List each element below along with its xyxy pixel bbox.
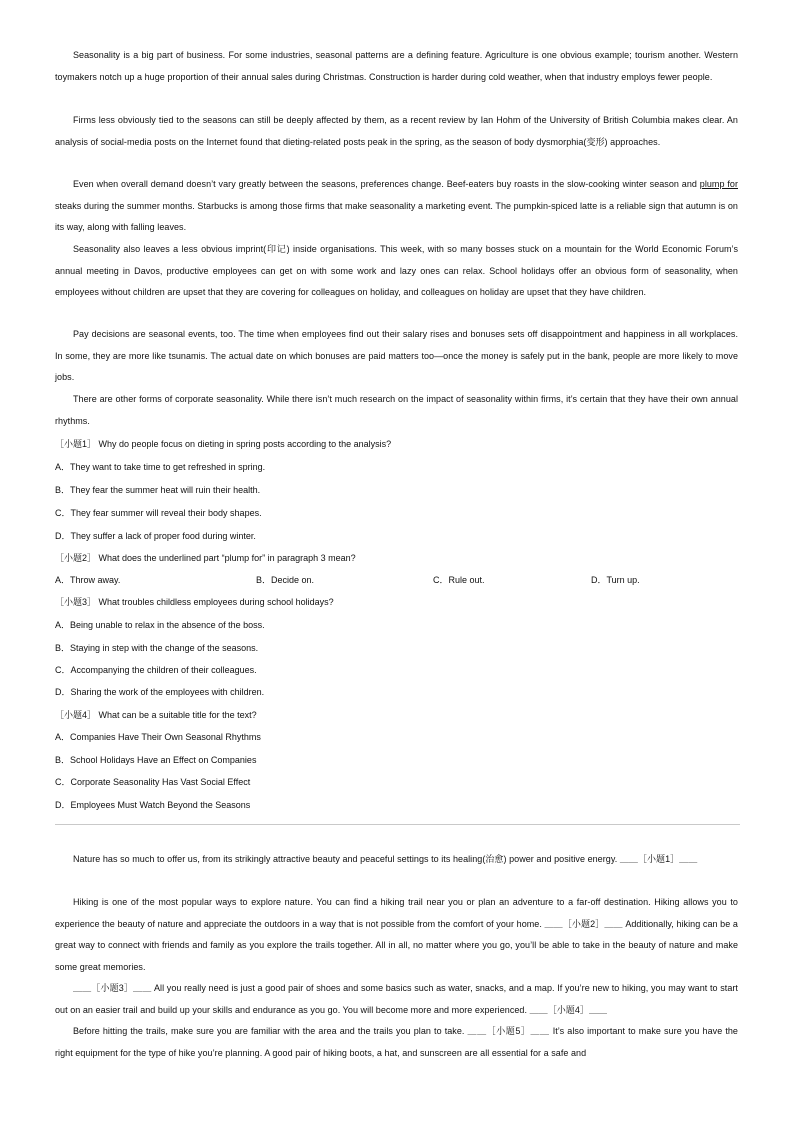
section-divider	[55, 824, 740, 825]
question-2-option-d[interactable]: D．Turn up.	[591, 575, 640, 585]
passage2-paragraph-4	[55, 1021, 738, 1064]
question-1-option-d[interactable]: D．They suffer a lack of proper food during winter.	[55, 531, 256, 541]
question-4-option-a[interactable]: A．Companies Have Their Own Seasonal Rhythms	[55, 732, 261, 742]
question-3-option-a[interactable]: A．Being unable to relax in the absence of the boss.	[55, 620, 265, 630]
question-2-stem: ［小题2］ What does the underlined part “plump for” in paragraph 3 mean?	[55, 553, 356, 563]
passage1-paragraph-6: There are other forms of corporate seasonality. While there isn’t much research on the impact of seasonality within firms, it’s certain that they have their own annual rhythms.	[55, 394, 738, 426]
passage2-paragraph-2	[55, 892, 738, 978]
passage1-paragraph-1: Seasonality is a big part of business. For some industries, seasonal patterns are a defining feature. Agriculture is one obvious example; tourism another. Western toymakers notch up a huge proportion of their annual sales during Christmas. Construction is harder during cold weather, when that industry employs fewer people.	[55, 50, 738, 82]
question-3-option-c[interactable]: C．Accompanying the children of their colleagues.	[55, 665, 257, 675]
passage2-p4-text-b: It’s also important to make sure you have the right equipment for the type of hike you’re planning. A good pair of hiking boots, a hat, and sunscreen are all essential for a safe and	[55, 1026, 738, 1058]
passage1-paragraph-3	[55, 174, 738, 239]
question-1-option-b[interactable]: B．They fear the summer heat will ruin their health.	[55, 485, 261, 495]
paragraph-3-text-b: steaks during the summer months. Starbucks is among those firms that make seasonality a marketing event. The pumpkin-spiced latte is a reliable sign that autumn is on its way, along with falling leaves.	[55, 200, 738, 233]
passage2-p2-text-b: Additionally, hiking can be a great way to connect with friends and family as you explore the trails together. All in all, no matter where you go, you’ll be able to take in the beauty of nature and make some great memories.	[55, 918, 738, 972]
blank-4[interactable]: ＿＿［小题4］＿＿	[529, 1004, 608, 1015]
question-2-option-a[interactable]: A．Throw away.	[55, 575, 121, 585]
blank-2[interactable]: ＿＿［小题2］＿＿	[544, 918, 623, 929]
question-3-option-b[interactable]: B．Staying in step with the change of the seasons.	[55, 643, 259, 653]
question-4-option-d[interactable]: D．Employees Must Watch Beyond the Seasons	[55, 800, 251, 810]
passage2-p1-text: Nature has so much to offer us, from its strikingly attractive beauty and peaceful settings to its healing(治愈) power and positive energy.	[73, 854, 620, 864]
passage2-p2-text-a: Hiking is one of the most popular ways to explore nature. You can find a hiking trail near you or plan an adventure to a far-off destination. Hiking allows you to experience the beauty of nature and appreciate the outdoors in a way that is not possible from the comfort of your home.	[55, 897, 738, 929]
passage1-paragraph-5: Pay decisions are seasonal events, too. The time when employees find out their salary rises and bonuses sets off disappointment and happiness in all workplaces. In some, they are more like tsunamis. The actual date on which bonuses are paid matters too—once the money is safely put in the bank, people are more likely to move jobs.	[55, 329, 738, 383]
paragraph-3-text-a: Even when overall demand doesn’t vary greatly between the seasons, preferences change. Beef-eaters buy roasts in the slow-cooking winter season and	[73, 179, 700, 189]
question-1-stem: ［小题1］ Why do people focus on dieting in spring posts according to the analysis?	[55, 439, 392, 449]
question-1-option-c[interactable]: C．They fear summer will reveal their body shapes.	[55, 508, 262, 518]
question-2-option-b[interactable]: B．Decide on.	[256, 575, 315, 585]
question-2-option-c[interactable]: C．Rule out.	[433, 575, 485, 585]
passage1-paragraph-4: Seasonality also leaves a less obvious imprint(印记) inside organisations. This week, with so many bosses stuck on a mountain for the World Economic Forum’s annual meeting in Davos, productive employees can get on with some work and lazy ones can relax. School holidays offer an obvious form of seasonality, when employees without children are upset that they are covering for colleagues on holiday, and colleagues on holiday are upset that they have children.	[55, 244, 738, 298]
blank-1[interactable]: ＿＿［小题1］＿＿	[619, 854, 698, 864]
question-4-stem: ［小题4］ What can be a suitable title for the text?	[55, 710, 257, 720]
passage2-paragraph-3	[55, 978, 738, 1021]
passage2-p4-text-a: Before hitting the trails, make sure you are familiar with the area and the trails you plan to take.	[73, 1026, 468, 1036]
question-1-option-a[interactable]: A．They want to take time to get refreshed in spring.	[55, 462, 266, 472]
passage2-paragraph-1	[55, 849, 738, 871]
question-4-option-c[interactable]: C．Corporate Seasonality Has Vast Social Effect	[55, 777, 251, 787]
question-3-option-d[interactable]: D．Sharing the work of the employees with children.	[55, 687, 265, 697]
blank-3[interactable]: ＿＿［小题3］＿＿	[73, 983, 152, 993]
underlined-phrase: plump for	[699, 179, 738, 189]
passage2-p3-text: All you really need is just a good pair of shoes and some basics such as water, snacks, and a map. If you’re new to hiking, you may want to start out on an easier trail and build up your skills and endurance as you go. You will become more and more experienced.	[55, 983, 738, 1015]
question-4-option-b[interactable]: B．School Holidays Have an Effect on Companies	[55, 755, 257, 765]
blank-5[interactable]: ＿＿［小题5］＿＿	[467, 1026, 550, 1036]
passage1-paragraph-2: Firms less obviously tied to the seasons can still be deeply affected by them, as a recent review by Ian Hohm of the University of British Columbia makes clear. An analysis of social-media posts on the Internet found that dieting-related posts peak in the spring, as the season of body dysmorphia(变形) approaches.	[55, 115, 738, 147]
question-3-stem: ［小题3］ What troubles childless employees during school holidays?	[55, 597, 334, 607]
